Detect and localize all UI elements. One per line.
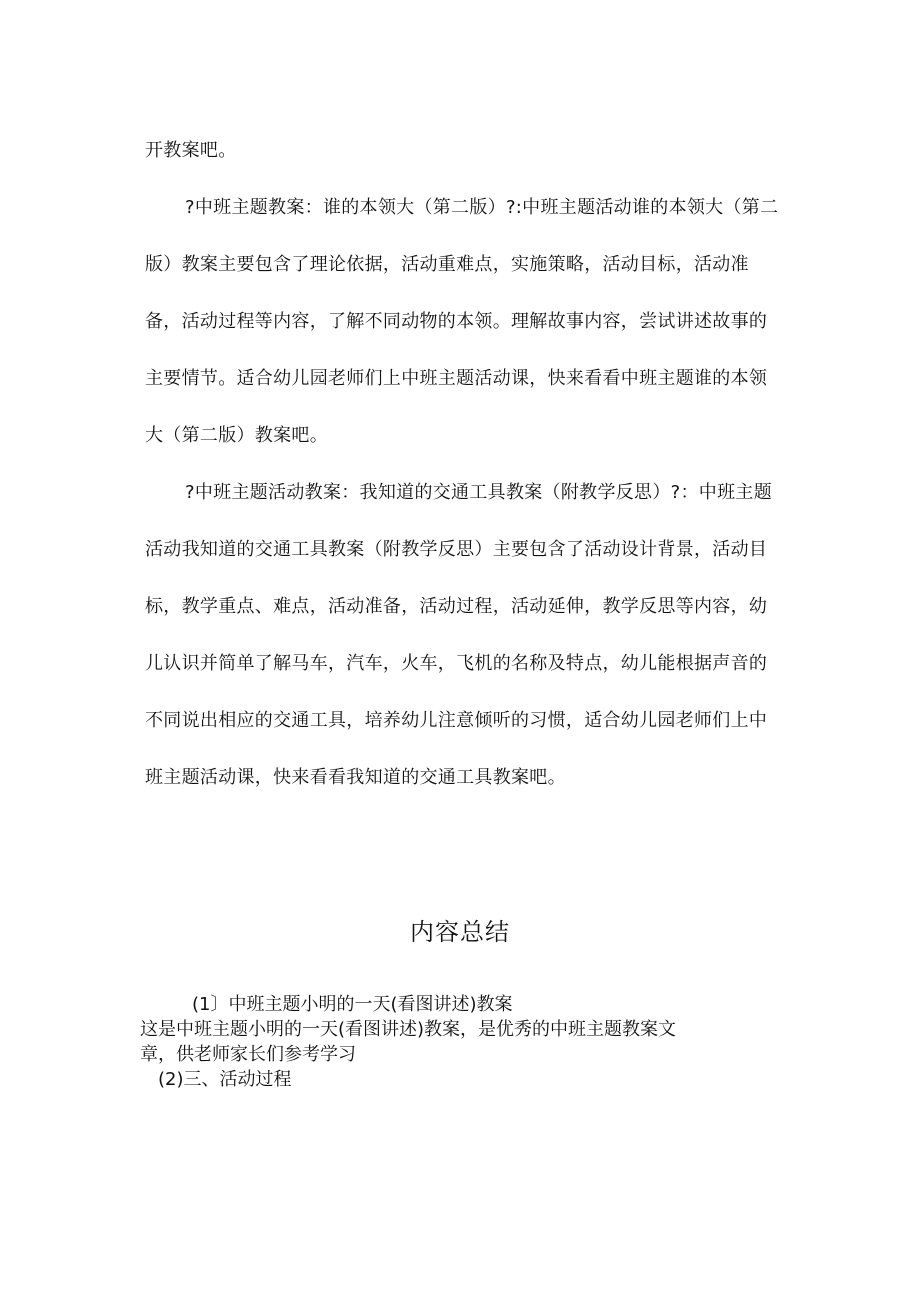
paragraph-transport-tools: ?中班主题活动教案：我知道的交通工具教案（附教学反思）?：中班主题活动我知道的交通工具教案（附教学反思）主要包含了活动设计背景，活动目标，教学重点、难点，活动准备，活动过程，活动延伸，教学反思等内容，幼儿认识并简单了解马车，汽车，火车，飞机的名称及特点，幼儿能根据声音的不同说出相应的交通工具，培养幼儿注意倾听的习惯，适合幼儿园老师们上中班主题活动课，快来看看我知道的交通工具教案吧。 <box>145 482 773 788</box>
paragraph-who-has-skill: ?中班主题教案：谁的本领大（第二版）?:中班主题活动谁的本领大（第二版）教案主要包含了理论依据，活动重难点，实施策略，活动目标，活动准备，活动过程等内容，了解不同动物的本领。理解故事内容，尝试讲述故事的主要情节。适合幼儿园老师们上中班主题活动课，快来看看中班主题谁的本领大（第二版）教案吧。 <box>145 197 779 446</box>
continuation-line: 开教案吧。 <box>145 140 237 161</box>
summary-item-1-line-1: 这是中班主题小明的一天(看图讲述)教案，是优秀的中班主题教案文 <box>140 1019 677 1040</box>
summary-item-2: (2)三、活动过程 <box>158 1069 292 1090</box>
summary-item-1-line-2: 章，供老师家长们参考学习 <box>140 1044 356 1065</box>
summary-section <box>140 992 800 1092</box>
body-text <box>145 122 785 806</box>
summary-heading: 内容总结 <box>410 918 510 946</box>
summary-item-1-title: (1〕中班主题小明的一天(看图讲述)教案 <box>192 994 513 1015</box>
